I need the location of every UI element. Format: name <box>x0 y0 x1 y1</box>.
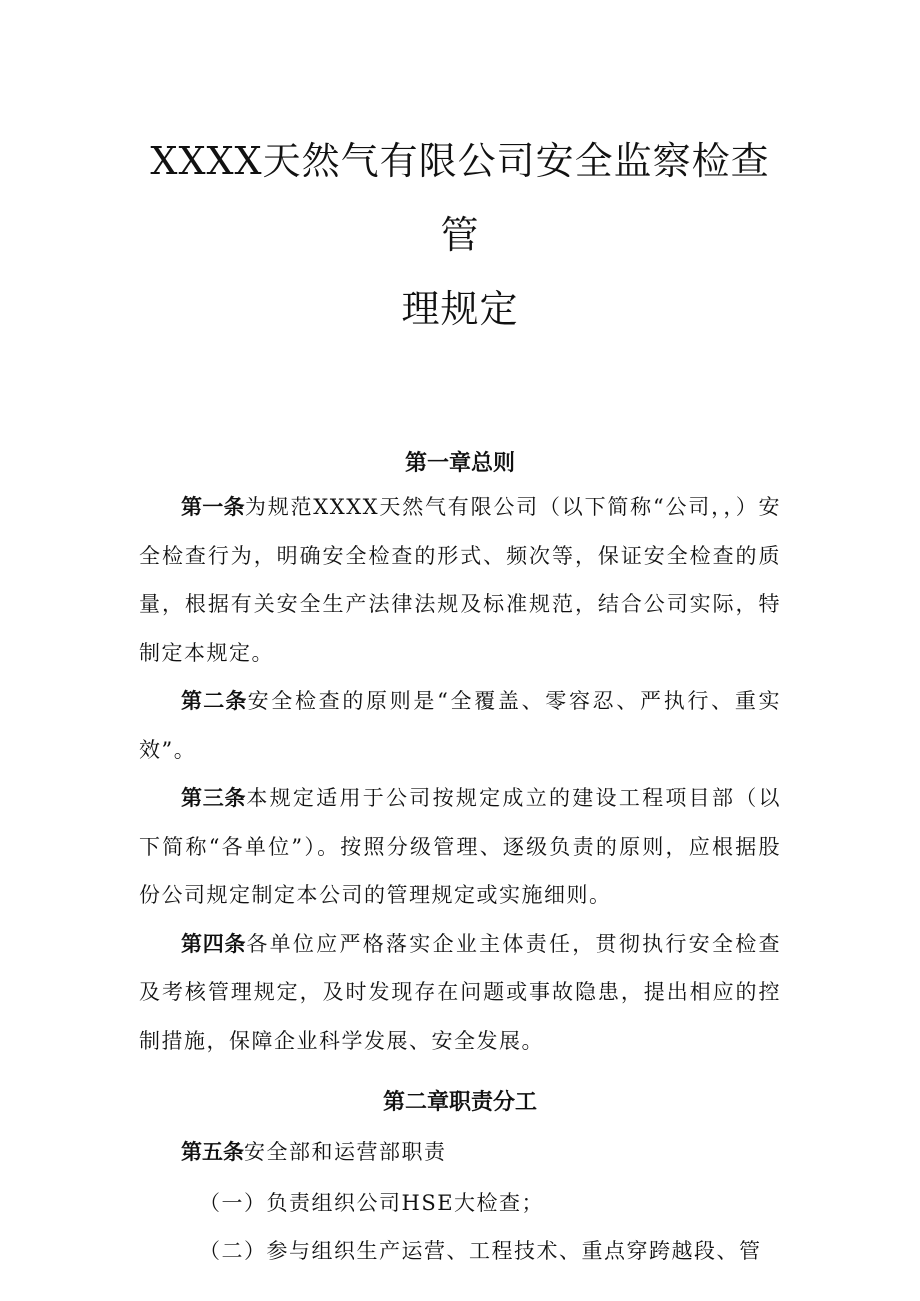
list-item: （一）负责组织公司HSE大检查； <box>199 1190 545 1215</box>
document-title <box>139 0 781 346</box>
article-4-label: 第四条 <box>181 931 247 956</box>
article-2-text: 安全检查的原则是“全覆盖、零容忍、严执行、重实效”。 <box>139 689 782 762</box>
article-2 <box>139 677 781 774</box>
article-5-text: 安全部和运营部职责 <box>244 1140 447 1164</box>
article-1-label: 第一条 <box>181 495 245 519</box>
article-3 <box>139 774 781 920</box>
article-4-text: 各单位应严格落实企业主体责任，贯彻执行安全检查及考核管理规定，及时发现存在问题或事故隐患，提出相应的控制措施，保障企业科学发展、安全发展。 <box>139 931 782 1053</box>
list-item: （二）参与组织生产运营、工程技术、重点穿跨越段、管 <box>199 1239 762 1263</box>
article-1 <box>139 483 781 677</box>
article-4 <box>139 920 781 1066</box>
title-line-2: 理规定 <box>401 287 519 331</box>
article-3-label: 第三条 <box>181 786 247 810</box>
article-5 <box>139 1128 781 1177</box>
chapter-1-heading: 第一章总则 <box>404 451 515 476</box>
article-5-label: 第五条 <box>181 1140 244 1164</box>
article-2-label: 第二条 <box>181 689 248 713</box>
article-3-text: 本规定适用于公司按规定成立的建设工程项目部（以下简称“各单位”）。按照分级管理、逐级负责的原则，应根据股份公司规定制定本公司的管理规定或实施细则。 <box>139 786 782 907</box>
title-line-1: XXXX天然气有限公司安全监察检查管 <box>150 139 770 257</box>
article-1-text: 为规范XXXX天然气有限公司（以下简称“公司，，）安全检查行为，明确安全检查的形式、频次等，保证安全检查的质量，根据有关安全生产法律法规及标准规范，结合公司实际，特制定本规定。 <box>139 495 781 665</box>
chapter-2-heading: 第二章职责分工 <box>382 1090 537 1115</box>
